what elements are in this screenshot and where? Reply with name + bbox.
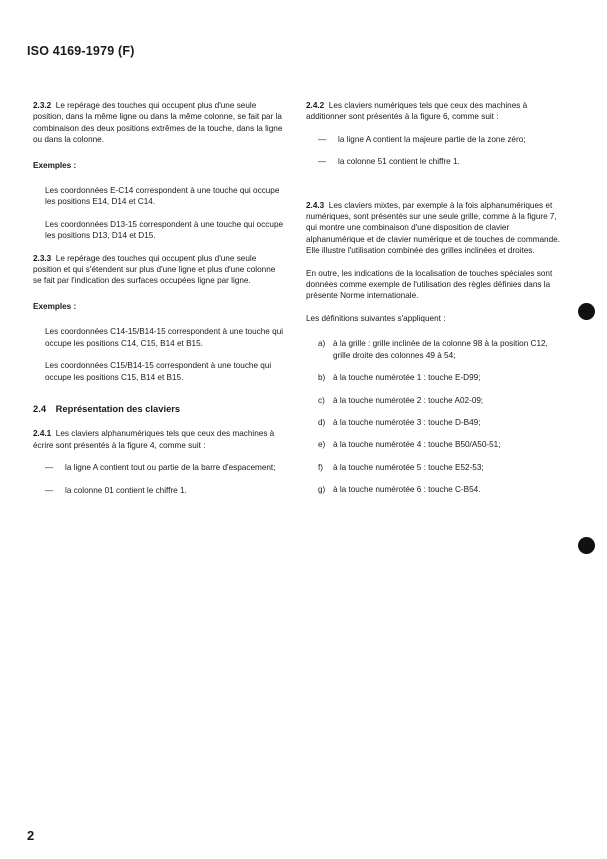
- example-paragraph: Les coordonnées E-C14 correspondent à une touche qui occupe les positions E14, D14 et C14.: [45, 186, 280, 207]
- item-label: g): [318, 485, 326, 495]
- clause-text: Les claviers alphanumériques tels que ceux des machines à écrire sont présentés à la figure 4, comme suit :: [33, 429, 275, 450]
- clause-2-3-2: [33, 100, 286, 146]
- item-label: a): [318, 339, 326, 349]
- definition-item: [306, 417, 566, 428]
- item-text: à la touche numérotée 4 : touche B50/A50-51;: [333, 440, 501, 450]
- item-text: à la grille : grille inclinée de la colonne 98 à la position C12, grille droite des colonnes 49 à 54;: [333, 339, 548, 360]
- dash-text: la ligne A contient tout ou partie de la barre d'espacement;: [65, 463, 276, 473]
- document-header: ISO 4169-1979 (F): [27, 44, 135, 58]
- clause-text: Les claviers mixtes, par exemple à la fois alphanumériques et numériques, sont présentés sur une seule grille, comme à la figure 7, qui montre une combinaison d'une disposition de clavier alphanumérique et de clavier numérique et de touches de commande. Elle illustre l'utilisation combinée des grilles inclinées et droites.: [306, 200, 560, 256]
- section-title: Représentation des claviers: [55, 402, 181, 414]
- dash-text: la colonne 01 contient le chiffre 1.: [65, 485, 187, 495]
- binder-hole-mark: [578, 303, 595, 320]
- dash-list-item: [33, 462, 286, 473]
- definition-item: [306, 395, 566, 406]
- clause-2-3-3: [33, 253, 286, 287]
- clause-number: 2.3.2: [33, 101, 52, 110]
- item-text: à la touche numérotée 5 : touche E52-53;: [333, 462, 484, 472]
- item-label: d): [318, 417, 326, 427]
- clause-text: Les claviers numériques tels que ceux des machines à additionner sont présentés à la figure 6, comme suit :: [306, 101, 528, 122]
- dash-text: la ligne A contient la majeure partie de la zone zéro;: [338, 134, 526, 144]
- item-label: c): [318, 395, 325, 405]
- dash-marker: —: [45, 463, 54, 473]
- definition-item: [306, 372, 566, 383]
- example-paragraph: Les coordonnées C15/B14-15 correspondent à une touche qui occupe les positions C15, B14 et B15.: [45, 361, 272, 382]
- example-paragraph: Les coordonnées C14-15/B14-15 correspondent à une touche qui occupe les positions C14, C15, B14 et B15.: [45, 327, 284, 348]
- dash-marker: —: [318, 157, 327, 167]
- page-number: 2: [27, 828, 35, 843]
- body-paragraph: Les définitions suivantes s'appliquent :: [306, 313, 446, 323]
- definition-item: [306, 484, 566, 495]
- item-label: b): [318, 373, 326, 383]
- section-heading-2-4: [33, 403, 286, 414]
- item-text: à la touche numérotée 1 : touche E-D99;: [333, 373, 481, 383]
- examples-heading: Exemples :: [33, 160, 77, 170]
- clause-2-4-3: [306, 200, 566, 257]
- item-label: e): [318, 440, 326, 450]
- section-number: 2.4: [33, 402, 47, 414]
- item-label: f): [318, 462, 324, 472]
- clause-number: 2.4.3: [306, 200, 325, 210]
- clause-text: Le repérage des touches qui occupent plus d'une seule position et qui s'étendent sur plus d'une ligne et plus d'une colonne se fait par l'indication des surfaces occupées ligne par ligne.: [33, 253, 276, 286]
- dash-text: la colonne 51 contient le chiffre 1.: [338, 157, 460, 167]
- dash-marker: —: [45, 485, 54, 495]
- examples-heading: Exemples :: [33, 301, 77, 311]
- binder-hole-mark: [578, 537, 595, 554]
- dash-marker: —: [318, 134, 327, 144]
- item-text: à la touche numérotée 3 : touche D-B49;: [333, 417, 481, 427]
- definition-item: [306, 439, 566, 450]
- clause-number: 2.3.3: [33, 253, 52, 263]
- clause-2-4-1: [33, 428, 286, 451]
- right-column: [306, 100, 566, 496]
- clause-number: 2.4.1: [33, 429, 52, 439]
- dash-list-item: [33, 485, 286, 496]
- item-text: à la touche numérotée 6 : touche C-B54.: [333, 485, 481, 495]
- body-paragraph: En outre, les indications de la localisation de touches spéciales sont données comme exemple de l'utilisation des règles définies dans la présente Norme internationale.: [306, 268, 553, 301]
- dash-list-item: [306, 134, 566, 145]
- dash-list-item: [306, 156, 566, 167]
- definition-item: [306, 338, 566, 361]
- clause-number: 2.4.2: [306, 101, 325, 110]
- clause-2-4-2: [306, 100, 566, 123]
- item-text: à la touche numérotée 2 : touche A02-09;: [333, 395, 484, 405]
- clause-text: Le repérage des touches qui occupent plus d'une seule position, dans la même ligne ou dans la même colonne, se fait par la combinaison des deux positions extrêmes de la touche, dans la ligne ou dans la colonne.: [33, 101, 283, 145]
- left-column: [33, 100, 286, 496]
- definition-item: [306, 462, 566, 473]
- example-paragraph: Les coordonnées D13-15 correspondent à une touche qui occupe les positions D13, D14 et D15.: [45, 219, 284, 241]
